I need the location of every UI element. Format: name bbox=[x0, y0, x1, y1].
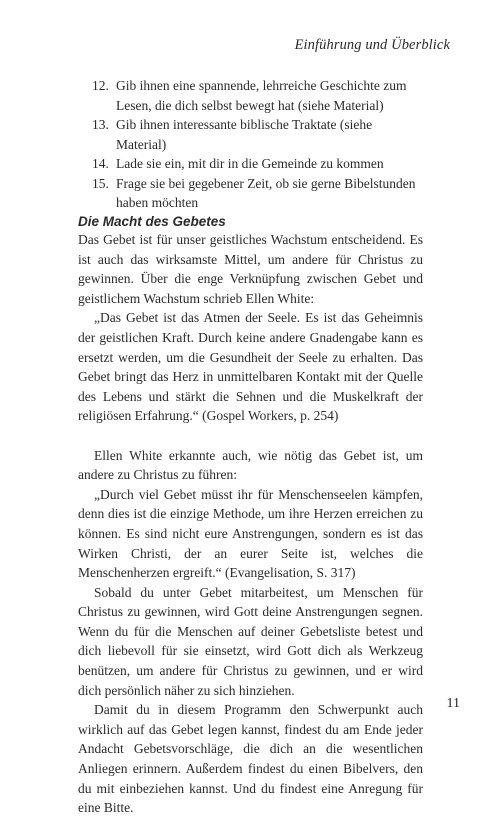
numbered-list bbox=[92, 76, 422, 213]
list-item-number: 13. bbox=[92, 117, 109, 132]
quote-paragraph: „Das Gebet ist das Atmen der Seele. Es ist das Geheimnis der geistlichen Kraft. Durch keine andere Gnadengabe kann es ersetzt werden, um die Gesundheit der Seele zu erhalten. Das Gebet bringt das Herz in unmittelbaren Kontakt mit der Quelle des Lebens und stärkt die Sehnen und die Muskelkraft der religiösen Erfahrung.“ (Gospel Workers, p. 254) bbox=[78, 310, 423, 424]
paragraph: Sobald du unter Gebet mitarbeitest, um Menschen für Christus zu gewinnen, wird Gott deine Anstrengungen segnen. Wenn du für die Menschen auf deiner Gebetsliste betest und dich liebevoll für sie einsetzt, wird Gott dich als Werkzeug benützen, um andere für Christus zu gewinnen, und er wird dich persönlich näher zu sich hinziehen. bbox=[78, 584, 423, 698]
list-item-text: Gib ihnen interessante biblische Traktate (siehe Material) bbox=[116, 117, 373, 152]
list-item-text: Gib ihnen eine spannende, lehrreiche Geschichte zum Lesen, die dich selbst bewegt hat (siehe Material) bbox=[116, 78, 407, 113]
list-item bbox=[92, 154, 422, 174]
list-item-number: 15. bbox=[92, 175, 109, 191]
list-item bbox=[92, 174, 422, 213]
quote-paragraph: „Durch viel Gebet müsst ihr für Menschenseelen kämpfen, denn dies ist die einzige Methode, um ihre Herzen erreichen zu können. Es sind nicht eure Anstrengungen, sondern es ist das Wirken Christi, der an eurer Seite ist, welches die Menschenherzen ergreift.“ (Evangelisation, S. 317) bbox=[78, 486, 423, 581]
body-text bbox=[78, 230, 423, 818]
list-item bbox=[92, 115, 422, 154]
list-item bbox=[92, 76, 422, 115]
list-item-text: Frage sie bei gegebener Zeit, ob sie gerne Bibelstunden haben möchten bbox=[116, 175, 416, 210]
running-head: Einführung und Überblick bbox=[294, 37, 450, 53]
paragraph: Damit du in diesem Programm den Schwerpunkt auch wirklich auf das Gebet legen kannst, findest du am Ende jeder Andacht Gebetsvorschläge, die dich an die wesentlichen Anliegen erinnern. Außerdem findest du einen Bibelvers, den du mit einbeziehen kannst. Und du findest eine Anregung für eine Bitte. bbox=[78, 702, 423, 816]
section-heading: Die Macht des Gebetes bbox=[78, 214, 226, 229]
paragraph: Das Gebet ist für unser geistliches Wachstum entscheidend. Es ist auch das wirksamste Mittel, um andere für Christus zu gewinnen. Über die enge Verknüpfung zwischen Gebet und geistlichem Wachstum schrieb Ellen White: bbox=[78, 232, 423, 306]
list-item-number: 12. bbox=[92, 78, 109, 93]
paragraph: Ellen White erkannte auch, wie nötig das Gebet ist, um andere zu Christus zu führen: bbox=[78, 447, 423, 483]
list-item-number: 14. bbox=[92, 156, 109, 171]
list-item-text: Lade sie ein, mit dir in die Gemeinde zu kommen bbox=[116, 156, 384, 171]
paragraph-spacer bbox=[78, 426, 423, 446]
page-number: 11 bbox=[446, 696, 460, 711]
